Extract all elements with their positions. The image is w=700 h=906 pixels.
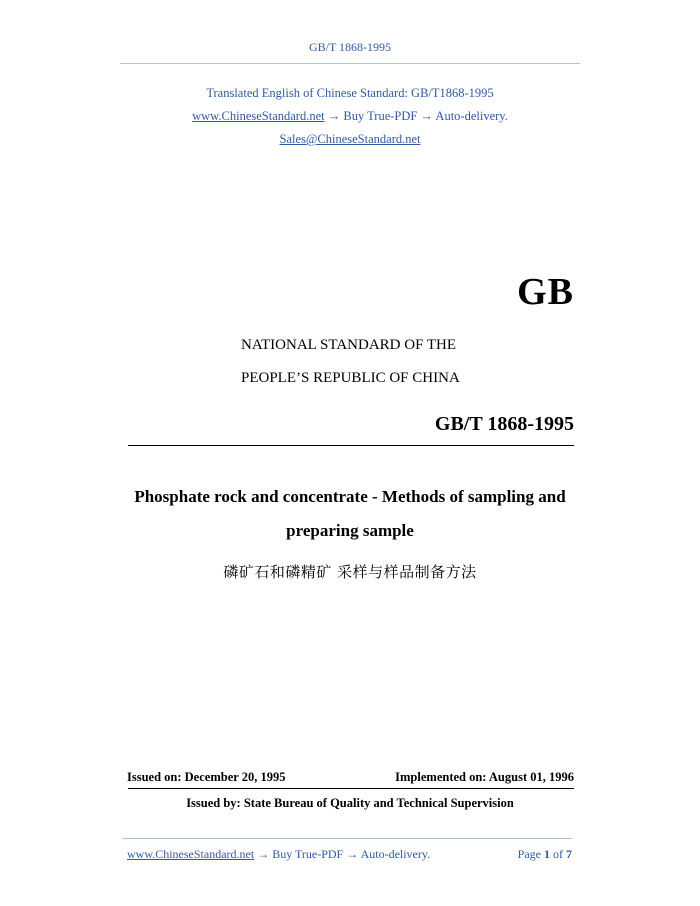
national-standard-line-2: PEOPLE’S REPUBLIC OF CHINA — [241, 370, 460, 386]
page-prefix: Page — [517, 847, 544, 861]
page-total: 7 — [566, 847, 572, 861]
page-current: 1 — [544, 847, 550, 861]
implemented-on-date: Implemented on: August 01, 1996 — [395, 770, 574, 784]
promo-text: → Buy True-PDF → Auto-delivery. — [324, 109, 508, 123]
header-divider — [120, 63, 580, 64]
code-divider — [128, 445, 574, 446]
site-link[interactable]: www.ChineseStandard.net — [192, 109, 325, 123]
document-title-line-1: Phosphate rock and concentrate - Methods of sampling and — [134, 487, 566, 506]
document-title-chinese: 磷矿石和磷精矿 采样与样品制备方法 — [223, 563, 477, 581]
footer-promo — [127, 847, 430, 862]
footer-site-link[interactable]: www.ChineseStandard.net — [127, 847, 255, 861]
footer-promo-text: → Buy True-PDF → Auto-delivery. — [254, 847, 431, 861]
document-title-line-2: preparing sample — [286, 521, 414, 540]
sales-line — [0, 132, 700, 147]
sales-email-link[interactable]: Sales@ChineseStandard.net — [279, 132, 421, 146]
issued-on-date: Issued on: December 20, 1995 — [127, 770, 286, 784]
page-separator: of — [550, 847, 566, 861]
standard-code: GB/T 1868-1995 — [434, 413, 574, 435]
issued-by: Issued by: State Bureau of Quality and Technical Supervision — [186, 796, 514, 810]
page-indicator — [518, 847, 572, 862]
promo-line — [0, 109, 700, 124]
national-standard-line-1: NATIONAL STANDARD OF THE — [241, 337, 457, 353]
issuance-divider — [128, 788, 574, 789]
footer-divider — [122, 838, 572, 839]
translation-notice: Translated English of Chinese Standard: GB/T1868-1995 — [206, 86, 494, 100]
header-standard-code: GB/T 1868-1995 — [308, 40, 392, 54]
gb-logo: GB — [517, 271, 574, 313]
